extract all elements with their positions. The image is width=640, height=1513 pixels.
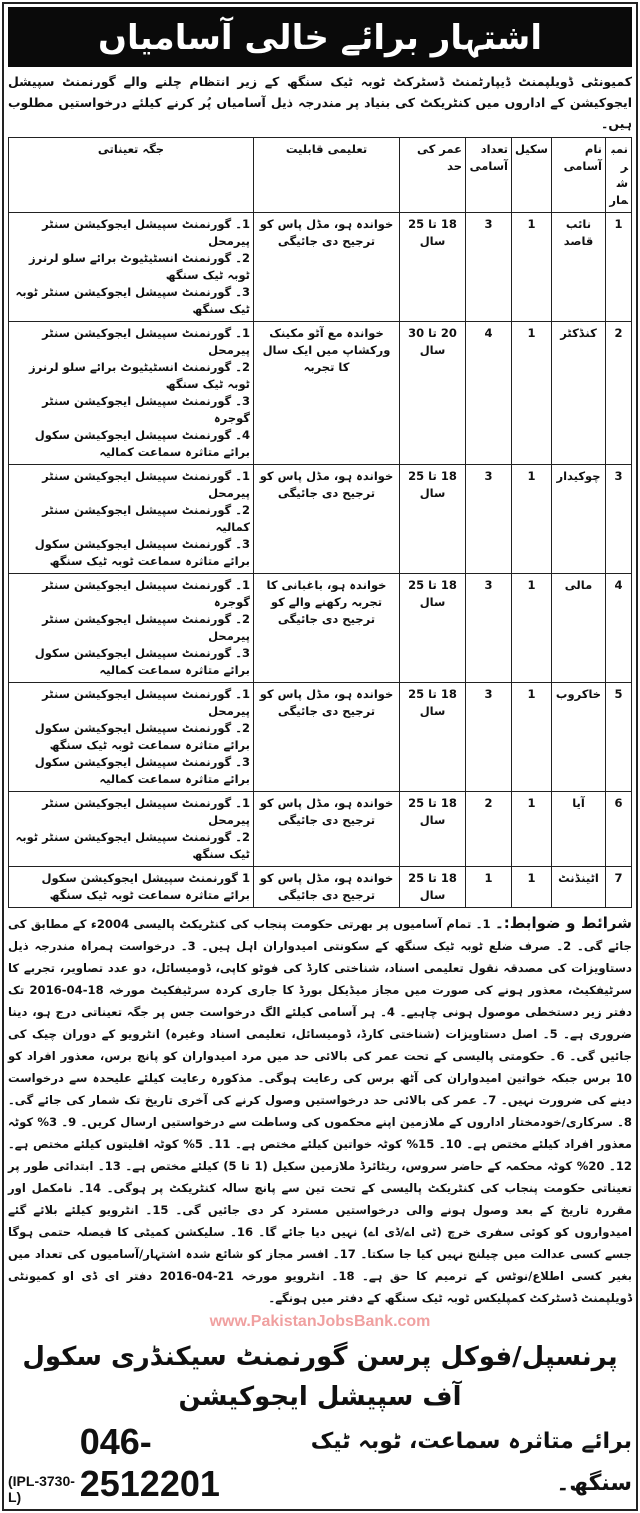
cell-scale: 1 xyxy=(512,792,552,867)
place-item: 1۔ گورنمنٹ سپیشل ایجوکیشن سنٹر پیرمحل xyxy=(42,469,250,500)
cell-no: 4 xyxy=(606,574,632,683)
place-item: 3۔ گورنمنٹ سپیشل ایجوکیشن سنٹر گوجرہ xyxy=(42,394,250,425)
cell-scale: 1 xyxy=(512,574,552,683)
cell-age: 18 تا 25 سال xyxy=(400,574,466,683)
table-row xyxy=(9,322,632,465)
cell-qualification: خواندہ مع آٹو مکینک ورکشاپ میں ایک سال کا تجربہ xyxy=(254,322,400,465)
terms-heading: شرائط و ضوابط:۔ xyxy=(495,914,632,932)
cell-no: 1 xyxy=(606,213,632,322)
place-item: 3۔ گورنمنٹ سپیشل ایجوکیشن سکول برائے متاثرہ سماعت کمالیہ xyxy=(34,755,250,786)
place-item: 1۔ گورنمنٹ سپیشل ایجوکیشن سنٹر پیرمحل xyxy=(42,796,250,827)
cell-no: 2 xyxy=(606,322,632,465)
place-item: 1۔ گورنمنٹ سپیشل ایجوکیشن سنٹر پیرمحل xyxy=(42,326,250,357)
cell-qualification: خواندہ ہو، مڈل پاس کو ترجیح دی جائیگی xyxy=(254,792,400,867)
cell-no: 6 xyxy=(606,792,632,867)
cell-qualification: خواندہ ہو، باغبانی کا تجربہ رکھنے والے کو ترجیح دی جائیگی xyxy=(254,574,400,683)
place-item: 2۔ گورنمنٹ سپیشل ایجوکیشن سنٹر ٹوبہ ٹیک سنگھ xyxy=(15,830,250,861)
cell-age: 18 تا 25 سال xyxy=(400,465,466,574)
ad-title: اشتہار برائے خالی آسامیاں xyxy=(8,7,632,67)
watermark: www.PakistanJobsBank.com xyxy=(209,1313,431,1330)
cell-post: مالی xyxy=(552,574,606,683)
header-age: عمر کی حد xyxy=(400,138,466,213)
place-item: 1۔ گورنمنٹ سپیشل ایجوکیشن سنٹر پیرمحل xyxy=(42,687,250,718)
header-qualification: تعلیمی قابلیت xyxy=(254,138,400,213)
ad-reference: (IPL-3730-L) xyxy=(8,1473,75,1505)
cell-scale: 1 xyxy=(512,322,552,465)
table-header-row xyxy=(9,138,632,213)
cell-count: 3 xyxy=(466,683,512,792)
cell-place xyxy=(9,574,254,683)
place-item: 3۔ گورنمنٹ سپیشل ایجوکیشن سکول برائے متاثرہ سماعت کمالیہ xyxy=(34,646,250,677)
cell-age: 18 تا 25 سال xyxy=(400,867,466,908)
cell-no: 3 xyxy=(606,465,632,574)
terms-text: 1۔ تمام آسامیوں پر بھرتی حکومت پنجاب کی کنٹریکٹ پالیسی 2004ء کے مطابق کی جائے گی۔ 2۔ صرف ضلع ٹوبہ ٹیک سنگھ کے سکونتی امیدواران اہل ہیں۔ 3۔ درخواست ہمراہ مندرجہ ذیل دستاویزات کی مصدقہ نقول تعلیمی اسناد، شناختی کارڈ کی فوٹو کاپی، ڈومیسائل، دو عدد تصاویر، تجربے کا سرٹیفکیٹ، معذور ہونے کی صورت میں مجاز میڈیکل بورڈ کا جاری کردہ سرٹیفکیٹ مورخہ 18-04-2016 تک دفتر زیر دستخطی موصول ہونی چاہیے۔ 4۔ ہر آسامی کیلئے الگ درخواست جس پر جگہ تعیناتی درج ہو، دینا ضروری ہے۔ 5۔ اصل دستاویزات (شناختی کارڈ، ڈومیسائل، تعلیمی اسناد وغیرہ) انٹرویو کے دوران چیک کی جائیں گی۔ 6۔ حکومتی پالیسی کے تحت عمر کی بالائی حد میں مرد امیدواران کو پانچ برس، معذور افراد کو 10 برس جبکہ خواتین امیدواران کی آٹھ برس کی رعایت ہوگی۔ مذکورہ رعایت کیلئے علیحدہ سے درخواست دینے کی ضرورت نہیں۔ 7۔ عمر کی بالائی حد درخواستیں وصول کرنے کی آخری تاریخ تک شمار کی جائے گی۔ 8۔ سرکاری/خودمختار اداروں کے ملازمین اپنے محکموں کی وساطت سے درخواستیں ارسال کریں۔ 9۔ 3% کوٹہ معذور افراد کیلئے مختص ہے۔ 10۔ 15% کوٹہ خواتین کیلئے مختص ہے۔ 11۔ 5% کوٹہ اقلیتوں کیلئے مختص ہے۔ 12۔ 20% کوٹہ محکمہ کے حاضر سروس، ریٹائرڈ ملازمین سکیل (1 تا 5) کیلئے مختص ہے۔ 13۔ ابتدائی طور پر تعیناتی حکومت پنجاب کی کنٹریکٹ پالیسی کے تحت تین سے پانچ سالہ کنٹریکٹ پر ہوگی۔ 14۔ نامکمل اور مقررہ تاریخ کے بعد وصول ہونے والی درخواستیں مسترد کر دی جائیں گی۔ 15۔ انٹرویو کیلئے بلائے گئے امیدواروں کو کوئی سفری خرچ (ٹی اے/ڈی اے) نہیں دیا جائے گا۔ 16۔ سلیکشن کمیٹی کا فیصلہ حتمی ہوگا جسے کسی عدالت میں چیلنج نہیں کیا جا سکتا۔ 17۔ افسر مجاز کو شائع شدہ اشتہار/آسامیوں کی تعداد میں بغیر کسی اطلاع/نوٹس کے ترمیم کا حق ہے۔ 18۔ انٹرویو مورخہ 21-04-2016 دفتر ای ڈی او کمیونٹی ڈویلپمنٹ ڈسٹرکٹ کمپلیکس ٹوبہ ٹیک سنگھ کے دفتر میں ہونگے۔ xyxy=(8,917,633,1305)
header-scale: سکیل xyxy=(512,138,552,213)
cell-no: 7 xyxy=(606,867,632,908)
cell-post: کنڈکٹر xyxy=(552,322,606,465)
contact-phone: 046-2512201 xyxy=(79,1421,220,1504)
cell-qualification: خواندہ ہو، مڈل پاس کو ترجیح دی جائیگی xyxy=(254,465,400,574)
signature-footer xyxy=(8,1421,632,1505)
place-item: 2۔ گورنمنٹ سپیشل ایجوکیشن سکول برائے متاثرہ سماعت ٹوبہ ٹیک سنگھ xyxy=(34,721,250,752)
place-item: 1۔ گورنمنٹ سپیشل ایجوکیشن سنٹر پیرمحل xyxy=(42,217,250,248)
place-item: 2۔ گورنمنٹ انسٹیٹیوٹ برائے سلو لرنرز ٹوبہ ٹیک سنگھ xyxy=(29,251,250,282)
intro-text: کمیونٹی ڈویلپمنٹ ڈیپارٹمنٹ ڈسٹرکٹ ٹوبہ ٹیک سنگھ کے زیر انتظام چلنے والے گورنمنٹ سپیشل ایجوکیشن کے اداروں میں کنٹریکٹ کی بنیاد پر مندرجہ ذیل آسامیاں پُر کرنے کیلئے درخواستیں مطلوب ہیں۔ xyxy=(8,74,632,131)
place-item: 3۔ گورنمنٹ سپیشل ایجوکیشن سنٹر ٹوبہ ٹیک سنگھ xyxy=(15,285,250,316)
table-row xyxy=(9,683,632,792)
cell-post: اٹینڈنٹ xyxy=(552,867,606,908)
place-item: 2۔ گورنمنٹ سپیشل ایجوکیشن سنٹر پیرمحل xyxy=(42,612,250,643)
cell-age: 18 تا 25 سال xyxy=(400,683,466,792)
cell-qualification: خواندہ ہو، مڈل پاس کو ترجیح دی جائیگی xyxy=(254,213,400,322)
place-item: 2۔ گورنمنٹ انسٹیٹیوٹ برائے سلو لرنرز ٹوبہ ٹیک سنگھ xyxy=(29,360,250,391)
table-row xyxy=(9,574,632,683)
cell-count: 2 xyxy=(466,792,512,867)
cell-age: 18 تا 25 سال xyxy=(400,213,466,322)
vacancy-table xyxy=(8,137,632,908)
cell-place xyxy=(9,683,254,792)
cell-place xyxy=(9,322,254,465)
place-item: 1 گورنمنٹ سپیشل ایجوکیشن سکول برائے متاثرہ سماعت ٹوبہ ٹیک سنگھ xyxy=(41,871,250,902)
header-place: جگہ تعیناتی xyxy=(9,138,254,213)
table-row xyxy=(9,465,632,574)
cell-place xyxy=(9,792,254,867)
place-item: 2۔ گورنمنٹ سپیشل ایجوکیشن سنٹر کمالیہ xyxy=(42,503,250,534)
cell-post: خاکروب xyxy=(552,683,606,792)
cell-count: 1 xyxy=(466,867,512,908)
cell-place xyxy=(9,465,254,574)
ad-frame xyxy=(2,2,638,1511)
cell-place xyxy=(9,213,254,322)
cell-age: 20 تا 30 سال xyxy=(400,322,466,465)
cell-scale: 1 xyxy=(512,213,552,322)
cell-post: چوکیدار xyxy=(552,465,606,574)
cell-qualification: خواندہ ہو، مڈل پاس کو ترجیح دی جائیگی xyxy=(254,867,400,908)
place-item: 3۔ گورنمنٹ سپیشل ایجوکیشن سکول برائے متاثرہ سماعت ٹوبہ ٹیک سنگھ xyxy=(34,537,250,568)
header-count: تعداد آسامی xyxy=(466,138,512,213)
table-row xyxy=(9,867,632,908)
cell-count: 3 xyxy=(466,574,512,683)
place-item: 4۔ گورنمنٹ سپیشل ایجوکیشن سکول برائے متاثرہ سماعت کمالیہ xyxy=(34,428,250,459)
cell-count: 3 xyxy=(466,213,512,322)
cell-no: 5 xyxy=(606,683,632,792)
cell-place xyxy=(9,867,254,908)
terms-and-conditions xyxy=(8,912,632,1309)
cell-scale: 1 xyxy=(512,465,552,574)
cell-count: 4 xyxy=(466,322,512,465)
cell-age: 18 تا 25 سال xyxy=(400,792,466,867)
signature-title: پرنسپل/فوکل پرسن گورنمنٹ سیکنڈری سکول آف سپیشل ایجوکیشن xyxy=(22,1342,618,1412)
cell-scale: 1 xyxy=(512,867,552,908)
cell-scale: 1 xyxy=(512,683,552,792)
header-no: نمبر شمار xyxy=(606,138,632,213)
place-item: 1۔ گورنمنٹ سپیشل ایجوکیشن سنٹر گوجرہ xyxy=(42,578,250,609)
table-row xyxy=(9,213,632,322)
table-row xyxy=(9,792,632,867)
cell-count: 3 xyxy=(466,465,512,574)
signature-city: برائے متاثرہ سماعت، ٹوبہ ٹیک سنگھ۔ xyxy=(310,1429,632,1496)
cell-post: نائب قاصد xyxy=(552,213,606,322)
cell-qualification: خواندہ ہو، مڈل پاس کو ترجیح دی جائیگی xyxy=(254,683,400,792)
header-post: نام آسامی xyxy=(552,138,606,213)
cell-post: آیا xyxy=(552,792,606,867)
